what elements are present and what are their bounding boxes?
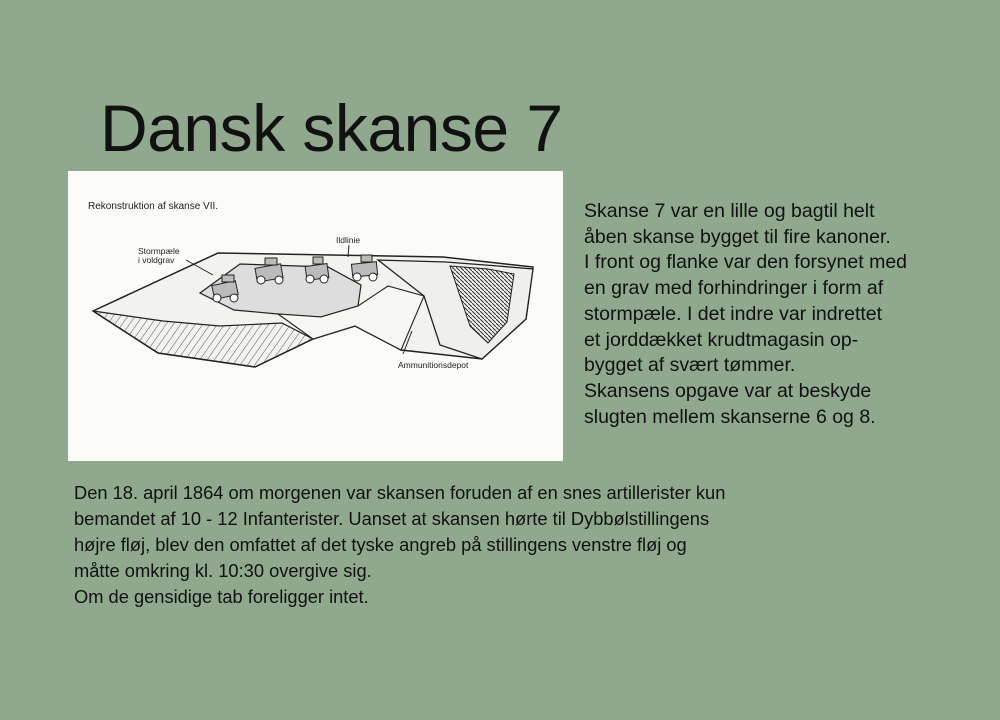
side-text-line: Skansens opgave var at beskyde: [584, 379, 872, 402]
battle-description: [74, 480, 934, 610]
side-text-line: slugten mellem skanserne 6 og 8.: [584, 405, 876, 428]
ammunitionsdepot-label: Ammunitionsdepot: [398, 360, 469, 370]
side-text-line: I front og flanke var den forsynet med: [584, 251, 908, 274]
bottom-text-line: Om de gensidige tab foreligger intet.: [74, 586, 369, 607]
side-text-line: bygget af svært tømmer.: [584, 354, 796, 377]
reconstruction-figure: [68, 171, 563, 461]
figure-caption: Rekonstruktion af skanse VII.: [88, 201, 219, 212]
stormpaele-label: [138, 247, 180, 265]
bottom-text-line: bemandet af 10 - 12 Infanterister. Uanset at skansen hørte til Dybbølstillingens: [74, 508, 710, 529]
side-text-line: stormpæle. I det indre var indrettet: [584, 302, 883, 325]
side-text-line: et jorddækket krudtmagasin op-: [584, 328, 859, 351]
side-text-line: åben skanse bygget til fire kanoner.: [584, 225, 891, 248]
bottom-text-line: Den 18. april 1864 om morgenen var skansen foruden af en snes artillerister kun: [74, 482, 726, 503]
side-text-line: Skanse 7 var en lille og bagtil helt: [584, 200, 875, 222]
stormpaele-label-text: Stormpæle i voldgrav: [138, 246, 180, 265]
redoubt-illustration: [68, 171, 563, 461]
bottom-text-line: højre fløj, blev den omfattet af det tyske angreb på stillingens venstre fløj og: [74, 534, 687, 555]
bottom-text-line: måtte omkring kl. 10:30 overgive sig.: [74, 560, 372, 581]
side-description: [584, 199, 984, 430]
page-title: Dansk skanse 7: [100, 91, 563, 165]
ildlinie-label: Ildlinie: [336, 235, 361, 245]
side-text-line: en grav med forhindringer i form af: [584, 277, 884, 300]
